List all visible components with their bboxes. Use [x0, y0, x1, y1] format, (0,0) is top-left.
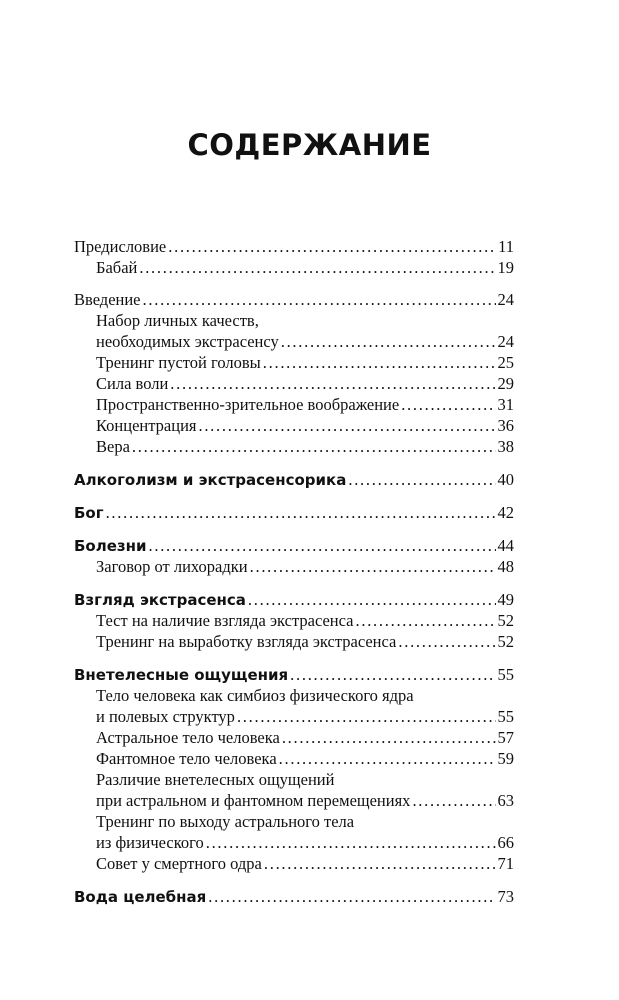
toc-page-number: 71 — [497, 854, 514, 873]
toc-page-number: 49 — [497, 590, 514, 609]
toc-page-number: 25 — [497, 353, 514, 372]
toc-entry-babai[interactable] — [74, 257, 514, 278]
toc-entry-gaze-test[interactable] — [74, 610, 514, 631]
toc-entry-label: Болезни — [74, 537, 147, 555]
toc-page-number: 38 — [497, 437, 514, 456]
toc-entry-label: Алкоголизм и экстрасенсорика — [74, 471, 347, 489]
toc-entry-label: Тренинг пустой головы — [96, 353, 261, 372]
toc-entry-label: Астральное тело человека — [96, 728, 280, 747]
toc-entry-label: Пространственно-зрительное воображение — [96, 395, 400, 414]
toc-entry-label: Введение — [74, 290, 141, 309]
table-of-contents — [74, 236, 514, 907]
toc-page-number: 55 — [497, 707, 514, 726]
toc-entry-healing-water[interactable] — [74, 886, 514, 907]
toc-entry-fever-spell[interactable] — [74, 556, 514, 577]
toc-page-number: 36 — [497, 416, 514, 435]
toc-page-number: 59 — [497, 749, 514, 768]
toc-page-number: 48 — [497, 557, 514, 576]
toc-entry-label: Вода целебная — [74, 888, 207, 906]
toc-entry-label: Фантомное тело человека — [96, 749, 277, 768]
dot-leader — [198, 415, 495, 436]
page-title: СОДЕРЖАНИЕ — [187, 128, 432, 162]
toc-entry-label-line2: и полевых структур — [96, 707, 235, 726]
toc-page-number: 24 — [497, 332, 514, 351]
toc-entry-alcoholism[interactable] — [74, 469, 514, 490]
toc-page-number: 73 — [497, 887, 514, 906]
toc-entry-label-line1: Различие внетелесных ощущений — [96, 770, 335, 789]
toc-entry-label: Тест на наличие взгляда экстрасенса — [96, 611, 354, 630]
toc-page-number: 11 — [498, 237, 514, 256]
toc-entry-label: Тренинг на выработку взгляда экстрасенса — [96, 632, 397, 651]
dot-leader — [282, 727, 496, 748]
toc-entry-sensation-difference[interactable] — [74, 769, 514, 811]
dot-leader — [412, 790, 495, 811]
toc-page-number: 66 — [497, 833, 514, 852]
toc-entry-label: Предисловие — [74, 237, 167, 256]
dot-leader — [106, 502, 496, 523]
toc-entry-label-line2: при астральном и фантомном перемещениях — [96, 791, 411, 810]
toc-entry-label: Сила воли — [96, 374, 169, 393]
dot-leader — [168, 236, 496, 257]
toc-entry-label-line1: Набор личных качеств, — [96, 311, 259, 330]
toc-entry-spatial-imagination[interactable] — [74, 394, 514, 415]
dot-leader — [398, 631, 495, 652]
dot-leader — [279, 748, 496, 769]
dot-leader — [281, 331, 496, 352]
toc-entry-faith[interactable] — [74, 436, 514, 457]
dot-leader — [356, 610, 496, 631]
toc-entry-empty-head-training[interactable] — [74, 352, 514, 373]
toc-page-number: 44 — [497, 536, 514, 555]
toc-entry-astral-exit-training[interactable] — [74, 811, 514, 853]
toc-entry-concentration[interactable] — [74, 415, 514, 436]
toc-page-number: 57 — [497, 728, 514, 747]
toc-entry-label-line2: необходимых экстрасенсу — [96, 332, 279, 351]
toc-entry-label: Бабай — [96, 258, 138, 277]
toc-entry-label: Концентрация — [96, 416, 197, 435]
toc-entry-label: Взгляд экстрасенса — [74, 591, 246, 609]
toc-entry-label: Заговор от лихорадки — [96, 557, 248, 576]
dot-leader — [170, 373, 495, 394]
toc-entry-astral-body[interactable] — [74, 727, 514, 748]
toc-entry-label: Бог — [74, 504, 104, 522]
toc-entry-introduction[interactable] — [74, 289, 514, 310]
dot-leader — [290, 664, 495, 685]
dot-leader — [250, 556, 496, 577]
toc-page-number: 24 — [497, 290, 514, 309]
dot-leader — [348, 469, 495, 490]
toc-page-number: 55 — [497, 665, 514, 684]
dot-leader — [208, 886, 495, 907]
toc-page-number: 29 — [497, 374, 514, 393]
toc-page-number: 40 — [497, 470, 514, 489]
toc-entry-label: Вера — [96, 437, 130, 456]
dot-leader — [143, 289, 496, 310]
toc-entry-gaze-training[interactable] — [74, 631, 514, 652]
toc-page-number: 52 — [497, 632, 514, 651]
toc-entry-preface[interactable] — [74, 236, 514, 257]
dot-leader — [248, 589, 496, 610]
dot-leader — [206, 832, 496, 853]
toc-entry-psychic-gaze[interactable] — [74, 589, 514, 610]
dot-leader — [132, 436, 496, 457]
toc-entry-label: Совет у смертного одра — [96, 854, 262, 873]
toc-entry-deathbed-advice[interactable] — [74, 853, 514, 874]
toc-page-number: 42 — [497, 503, 514, 522]
dot-leader — [263, 352, 496, 373]
toc-entry-phantom-body[interactable] — [74, 748, 514, 769]
toc-entry-label-line1: Тренинг по выходу астрального тела — [96, 812, 355, 831]
dot-leader — [264, 853, 496, 874]
toc-entry-human-body-symbiosis[interactable] — [74, 685, 514, 727]
toc-entry-label: Внетелесные ощущения — [74, 666, 289, 684]
toc-page-number: 31 — [497, 395, 514, 414]
toc-entry-label-line2: из физического — [96, 833, 204, 852]
dot-leader — [149, 535, 496, 556]
toc-entry-diseases[interactable] — [74, 535, 514, 556]
dot-leader — [401, 394, 495, 415]
toc-entry-willpower[interactable] — [74, 373, 514, 394]
toc-page-number: 63 — [497, 791, 514, 810]
toc-entry-personal-qualities[interactable] — [74, 310, 514, 352]
toc-page-number: 52 — [497, 611, 514, 630]
toc-entry-label-line1: Тело человека как симбиоз физического ядра — [96, 686, 414, 705]
dot-leader — [139, 257, 495, 278]
toc-entry-out-of-body[interactable] — [74, 664, 514, 685]
toc-page-number: 19 — [497, 258, 514, 277]
toc-entry-god[interactable] — [74, 502, 514, 523]
dot-leader — [237, 706, 496, 727]
